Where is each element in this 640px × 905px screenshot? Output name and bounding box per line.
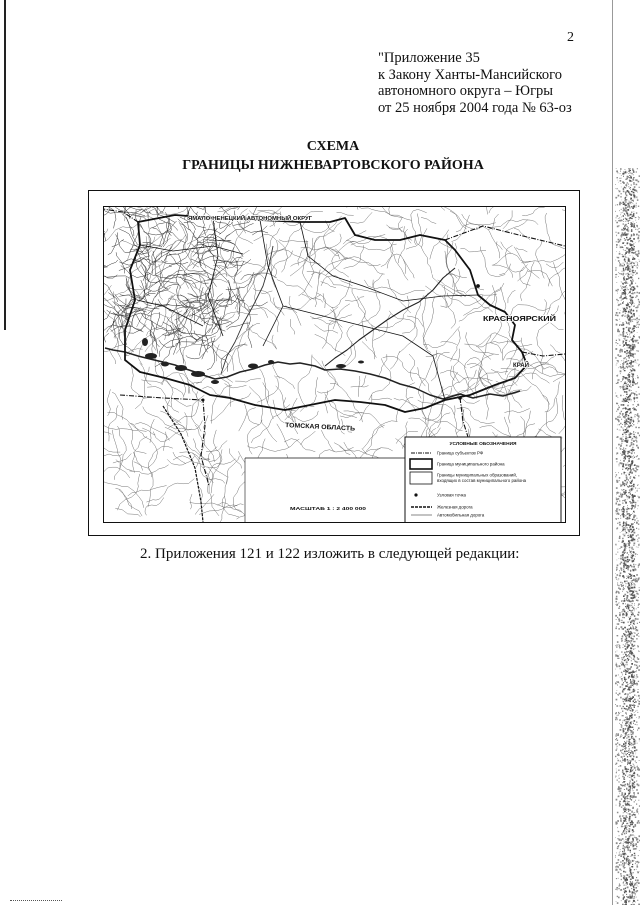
legend-item-label: Автомобильная дорога [437, 512, 485, 518]
label-krasnoyarsk: КРАСНОЯРСКИЙ [483, 314, 556, 323]
title-line-2: ГРАНИЦЫ НИЖНЕВАРТОВСКОГО РАЙОНА [182, 158, 484, 173]
legend-title: УСЛОВНЫЕ ОБОЗНАЧЕНИЯ [449, 442, 517, 447]
legend-item-label: Железная дорога [437, 504, 473, 510]
scale-panel [245, 458, 405, 523]
scan-edge-line [612, 0, 613, 905]
header-line: автономного округа – Югры [378, 83, 554, 99]
appendix-header [378, 50, 572, 116]
map-scale: МАСШТАБ 1 : 2 400 000 [290, 507, 345, 512]
label-tomsk-oblast: ТОМСКАЯ ОБЛАСТЬ [284, 422, 352, 433]
legend [405, 437, 561, 523]
document-title [0, 137, 640, 175]
legend-item-label: входящих в состав муниципального района [437, 478, 527, 483]
scan-bottom-mark [10, 900, 62, 901]
legend-symbol-node-point [414, 493, 417, 496]
amendment-paragraph: 2. Приложения 121 и 122 изложить в следующей редакции: [140, 546, 520, 562]
legend-item-label: Граница субъектов РФ [437, 450, 484, 456]
legend-item-label: Узловая точка [437, 492, 466, 498]
page-number: 2 [567, 30, 574, 45]
header-line: "Приложение 35 [378, 50, 480, 66]
label-krai: КРАЙ [513, 363, 529, 369]
district-map [103, 206, 566, 523]
legend-item-label: Граница муниципального района [437, 461, 505, 467]
header-line: от 25 ноября 2004 года № 63-оз [378, 99, 572, 116]
scan-right-edge [612, 0, 640, 905]
legend-item-label: Границы муниципальных образований, [437, 472, 518, 478]
title-line-1: СХЕМА [306, 139, 360, 154]
label-yamal-nenets-okrug: ЯМАЛО-НЕНЕЦКИЙ АВТОНОМНЫЙ ОКРУГ [188, 216, 310, 222]
header-line: к Закону Ханты-Мансийского [378, 66, 563, 83]
